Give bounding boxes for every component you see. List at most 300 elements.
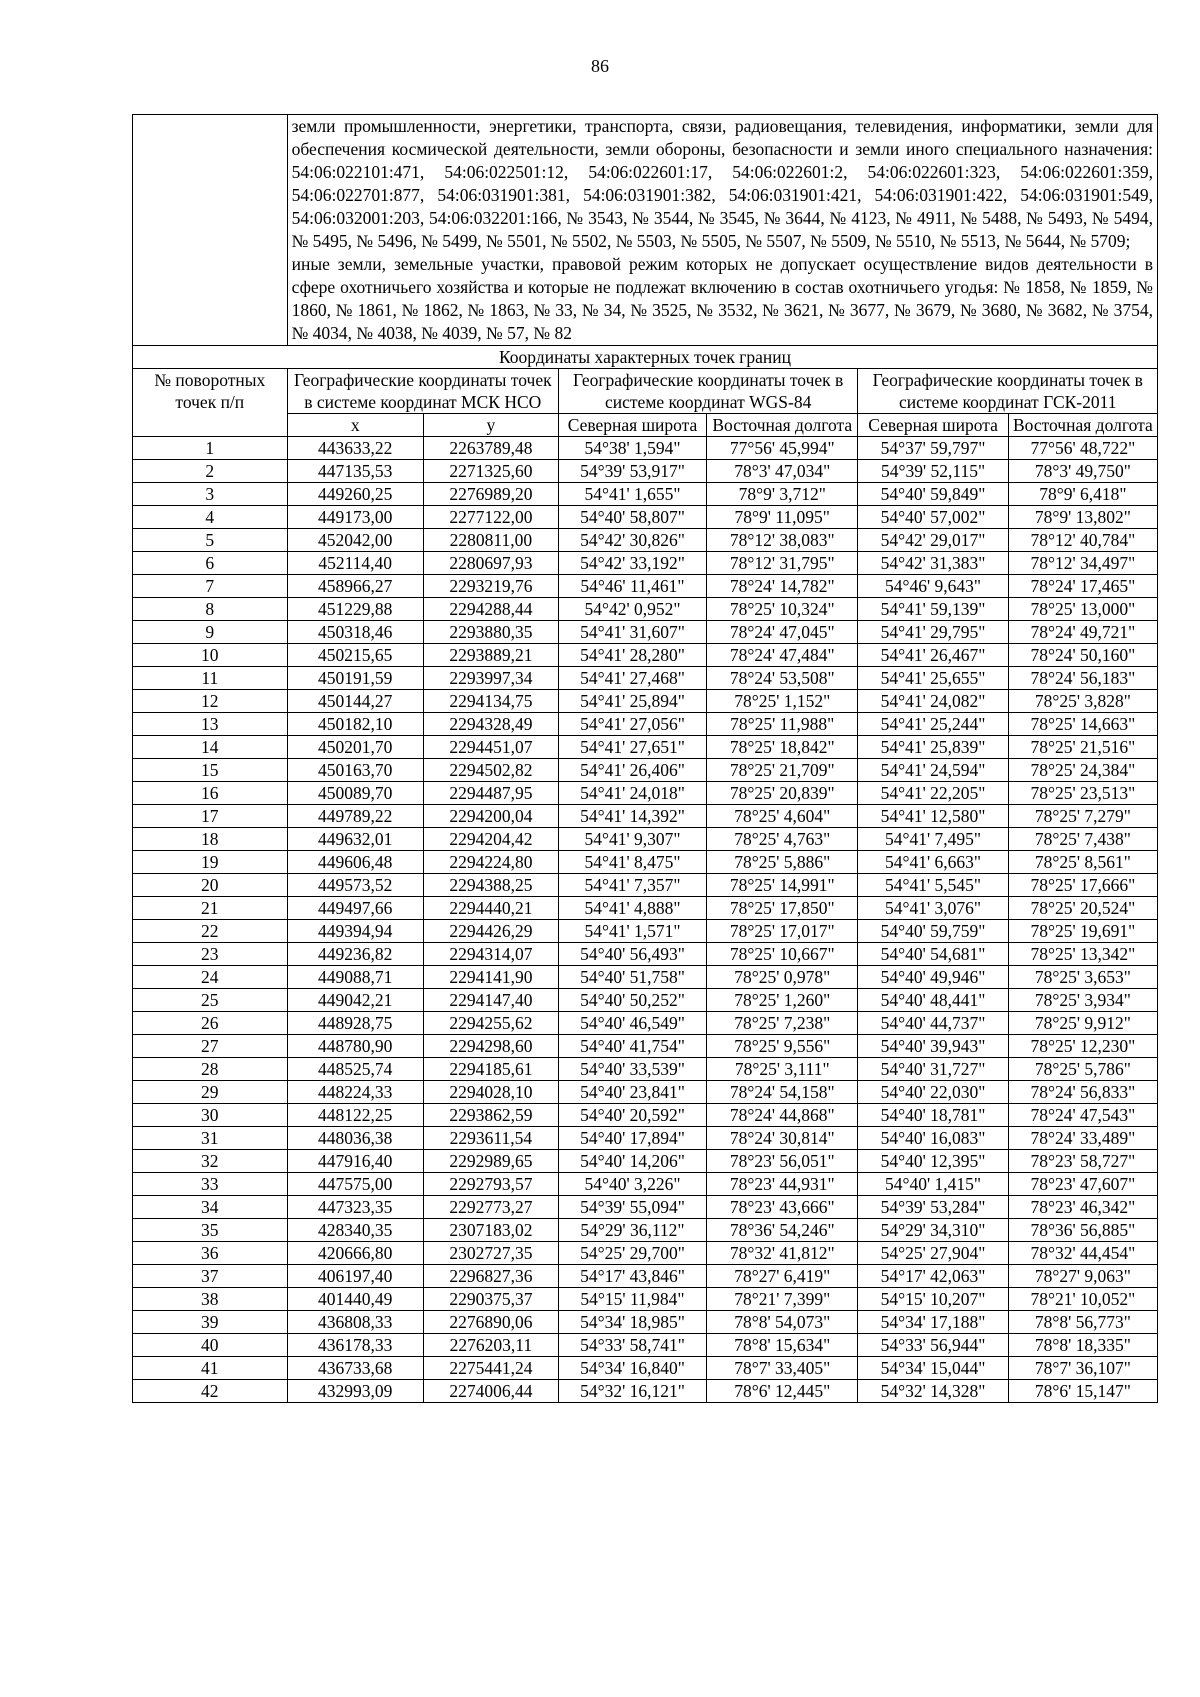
cell-msk-x: 450318,46 [287,621,423,644]
cell-point-number: 12 [133,690,288,713]
cell-point-number: 39 [133,1311,288,1334]
cell-msk-y: 2293889,21 [423,644,558,667]
cell-wgs-lon: 78°6' 12,445" [707,1380,858,1403]
cell-wgs-lon: 78°25' 14,991" [707,874,858,897]
cell-point-number: 4 [133,506,288,529]
cell-msk-y: 2277122,00 [423,506,558,529]
table-title: Координаты характерных точек границ [133,346,1158,369]
cell-gsk-lat: 54°41' 24,594" [858,759,1008,782]
table-row [133,1288,1158,1311]
cell-msk-y: 2294451,07 [423,736,558,759]
cell-wgs-lat: 54°41' 27,468" [558,667,706,690]
cell-wgs-lon: 78°25' 9,556" [707,1035,858,1058]
cell-point-number: 18 [133,828,288,851]
cell-msk-x: 450201,70 [287,736,423,759]
cell-wgs-lon: 78°25' 7,238" [707,1012,858,1035]
table-row [133,1196,1158,1219]
cell-wgs-lat: 54°40' 50,252" [558,989,706,1012]
cell-wgs-lat: 54°40' 33,539" [558,1058,706,1081]
cell-wgs-lat: 54°41' 8,475" [558,851,706,874]
cell-gsk-lat: 54°32' 14,328" [858,1380,1008,1403]
cell-wgs-lon: 78°9' 3,712" [707,483,858,506]
cell-gsk-lat: 54°39' 52,115" [858,460,1008,483]
cell-gsk-lon: 78°25' 7,279" [1008,805,1157,828]
table-row [133,1173,1158,1196]
header-group-wgs: Географические координаты точек в системе координат WGS-84 [558,369,857,414]
cell-msk-y: 2294141,90 [423,966,558,989]
cell-wgs-lon: 78°25' 1,260" [707,989,858,1012]
cell-msk-y: 2293219,76 [423,575,558,598]
cell-wgs-lat: 54°42' 0,952" [558,598,706,621]
cell-gsk-lon: 78°3' 49,750" [1008,460,1157,483]
cell-wgs-lon: 78°25' 4,763" [707,828,858,851]
cell-msk-x: 450163,70 [287,759,423,782]
cell-gsk-lat: 54°40' 18,781" [858,1104,1008,1127]
cell-wgs-lon: 78°3' 47,034" [707,460,858,483]
cell-wgs-lat: 54°25' 29,700" [558,1242,706,1265]
cell-msk-x: 443633,22 [287,437,423,460]
cell-gsk-lon: 78°25' 3,828" [1008,690,1157,713]
cell-msk-x: 450089,70 [287,782,423,805]
cell-wgs-lon: 78°8' 15,634" [707,1334,858,1357]
cell-wgs-lat: 54°40' 3,226" [558,1173,706,1196]
cell-gsk-lat: 54°40' 59,759" [858,920,1008,943]
cell-gsk-lat: 54°41' 25,839" [858,736,1008,759]
cell-msk-x: 450191,59 [287,667,423,690]
cell-gsk-lon: 78°24' 56,183" [1008,667,1157,690]
cell-msk-x: 458966,27 [287,575,423,598]
cell-wgs-lat: 54°42' 33,192" [558,552,706,575]
cell-gsk-lon: 78°25' 12,230" [1008,1035,1157,1058]
table-row [133,1058,1158,1081]
cell-gsk-lat: 54°40' 1,415" [858,1173,1008,1196]
cell-gsk-lat: 54°42' 29,017" [858,529,1008,552]
cell-msk-y: 2294255,62 [423,1012,558,1035]
cell-msk-y: 2263789,48 [423,437,558,460]
cell-gsk-lat: 54°41' 26,467" [858,644,1008,667]
cell-msk-y: 2274006,44 [423,1380,558,1403]
cell-point-number: 1 [133,437,288,460]
cell-gsk-lat: 54°41' 29,795" [858,621,1008,644]
cell-gsk-lat: 54°34' 17,188" [858,1311,1008,1334]
cell-wgs-lon: 78°12' 38,083" [707,529,858,552]
header-sub-wgs-lat: Северная широта [558,414,706,437]
cell-msk-y: 2280811,00 [423,529,558,552]
cell-point-number: 16 [133,782,288,805]
cell-wgs-lon: 78°25' 5,886" [707,851,858,874]
cell-msk-y: 2294298,60 [423,1035,558,1058]
cell-point-number: 13 [133,713,288,736]
cell-point-number: 25 [133,989,288,1012]
cell-gsk-lon: 78°12' 34,497" [1008,552,1157,575]
cell-wgs-lat: 54°34' 18,985" [558,1311,706,1334]
cell-wgs-lon: 77°56' 45,994" [707,437,858,460]
table-row [133,1219,1158,1242]
header-sub-y: y [423,414,558,437]
cell-point-number: 30 [133,1104,288,1127]
cell-msk-y: 2294314,07 [423,943,558,966]
cell-msk-x: 447323,35 [287,1196,423,1219]
cell-point-number: 20 [133,874,288,897]
table-row [133,1242,1158,1265]
cell-msk-x: 432993,09 [287,1380,423,1403]
cell-msk-x: 436178,33 [287,1334,423,1357]
cell-gsk-lat: 54°29' 34,310" [858,1219,1008,1242]
cell-point-number: 33 [133,1173,288,1196]
cell-wgs-lat: 54°34' 16,840" [558,1357,706,1380]
cell-gsk-lat: 54°40' 54,681" [858,943,1008,966]
cell-gsk-lat: 54°40' 31,727" [858,1058,1008,1081]
cell-msk-x: 449173,00 [287,506,423,529]
cell-gsk-lat: 54°40' 22,030" [858,1081,1008,1104]
table-row [133,575,1158,598]
cell-wgs-lat: 54°41' 27,056" [558,713,706,736]
intro-row [133,115,1158,346]
cell-msk-y: 2294204,42 [423,828,558,851]
table-title-row [133,346,1158,369]
cell-wgs-lat: 54°41' 7,357" [558,874,706,897]
cell-msk-x: 401440,49 [287,1288,423,1311]
cell-wgs-lat: 54°41' 4,888" [558,897,706,920]
cell-point-number: 3 [133,483,288,506]
cell-gsk-lon: 78°24' 47,543" [1008,1104,1157,1127]
cell-msk-x: 448928,75 [287,1012,423,1035]
cell-wgs-lat: 54°40' 23,841" [558,1081,706,1104]
cell-point-number: 42 [133,1380,288,1403]
cell-gsk-lon: 78°27' 9,063" [1008,1265,1157,1288]
cell-gsk-lon: 78°25' 13,342" [1008,943,1157,966]
cell-msk-y: 2292989,65 [423,1150,558,1173]
table-row [133,805,1158,828]
cell-point-number: 38 [133,1288,288,1311]
cell-wgs-lon: 78°23' 44,931" [707,1173,858,1196]
header-sub-wgs-lon: Восточная долгота [707,414,858,437]
cell-gsk-lon: 78°12' 40,784" [1008,529,1157,552]
cell-wgs-lon: 78°25' 17,017" [707,920,858,943]
page-number: 86 [591,56,609,76]
cell-point-number: 40 [133,1334,288,1357]
table-row [133,437,1158,460]
cell-gsk-lon: 78°23' 58,727" [1008,1150,1157,1173]
cell-msk-x: 447575,00 [287,1173,423,1196]
cell-wgs-lon: 78°25' 0,978" [707,966,858,989]
cell-msk-y: 2276989,20 [423,483,558,506]
header-sub-gsk-lat: Северная широта [858,414,1008,437]
cell-point-number: 9 [133,621,288,644]
cell-wgs-lon: 78°25' 17,850" [707,897,858,920]
cell-msk-x: 448224,33 [287,1081,423,1104]
cell-wgs-lon: 78°25' 18,842" [707,736,858,759]
cell-msk-x: 449236,82 [287,943,423,966]
cell-point-number: 10 [133,644,288,667]
cell-point-number: 14 [133,736,288,759]
cell-gsk-lat: 54°40' 49,946" [858,966,1008,989]
cell-gsk-lat: 54°40' 48,441" [858,989,1008,1012]
table-row [133,966,1158,989]
cell-wgs-lat: 54°15' 11,984" [558,1288,706,1311]
cell-point-number: 32 [133,1150,288,1173]
cell-wgs-lon: 78°25' 20,839" [707,782,858,805]
cell-gsk-lon: 78°8' 18,335" [1008,1334,1157,1357]
table-row [133,1380,1158,1403]
cell-wgs-lon: 78°27' 6,419" [707,1265,858,1288]
cell-msk-y: 2294028,10 [423,1081,558,1104]
cell-gsk-lon: 78°24' 17,465" [1008,575,1157,598]
cell-msk-y: 2307183,02 [423,1219,558,1242]
table-row [133,1265,1158,1288]
cell-msk-y: 2294388,25 [423,874,558,897]
cell-wgs-lon: 78°21' 7,399" [707,1288,858,1311]
cell-msk-x: 420666,80 [287,1242,423,1265]
cell-point-number: 27 [133,1035,288,1058]
cell-wgs-lat: 54°42' 30,826" [558,529,706,552]
cell-point-number: 19 [133,851,288,874]
intro-empty-cell [133,115,288,346]
cell-gsk-lon: 78°23' 47,607" [1008,1173,1157,1196]
table-row [133,1334,1158,1357]
cell-gsk-lat: 54°41' 25,655" [858,667,1008,690]
cell-wgs-lon: 78°25' 21,709" [707,759,858,782]
cell-msk-x: 448122,25 [287,1104,423,1127]
cell-wgs-lon: 78°12' 31,795" [707,552,858,575]
cell-msk-x: 449497,66 [287,897,423,920]
cell-msk-x: 450215,65 [287,644,423,667]
cell-msk-y: 2275441,24 [423,1357,558,1380]
table-row [133,1357,1158,1380]
cell-wgs-lat: 54°17' 43,846" [558,1265,706,1288]
cell-gsk-lon: 78°25' 3,934" [1008,989,1157,1012]
cell-gsk-lon: 78°25' 14,663" [1008,713,1157,736]
cell-wgs-lon: 78°23' 56,051" [707,1150,858,1173]
cell-point-number: 2 [133,460,288,483]
cell-point-number: 21 [133,897,288,920]
intro-paragraph-lands: земли промышленности, энергетики, транспорта, связи, радиовещания, телевидения, информатики, земли для обеспечения космической деятельности, земли обороны, безопасности и земли иного специального назначения: 54:06:022101:471, 54:06:022501:12, 54:06:022601:17, 54:06:022601:2, 54:06:022601:323, 54:06:022601:359, 54:06:022701:877, 54:06:031901:381, 54:06:031901:382, 54:06:031901:421, 54:06:031901:422, 54:06:031901:549, 54:06:032001:203, 54:06:032201:166, № 3543, № 3544, № 3545, № 3644, № 4123, № 4911, № 5488, № 5493, № 5494, № 5495, № 5496, № 5499, № 5501, № 5502, № 5503, № 5505, № 5507, № 5509, № 5510, № 5513, № 5644, № 5709; [291,116,1153,251]
cell-wgs-lat: 54°41' 25,894" [558,690,706,713]
cell-gsk-lon: 78°25' 20,524" [1008,897,1157,920]
cell-msk-x: 449088,71 [287,966,423,989]
cell-wgs-lon: 78°23' 43,666" [707,1196,858,1219]
cell-msk-x: 406197,40 [287,1265,423,1288]
cell-gsk-lat: 54°40' 12,395" [858,1150,1008,1173]
table-row [133,1012,1158,1035]
cell-gsk-lat: 54°25' 27,904" [858,1242,1008,1265]
cell-wgs-lon: 78°8' 54,073" [707,1311,858,1334]
table-row [133,874,1158,897]
cell-point-number: 29 [133,1081,288,1104]
cell-point-number: 8 [133,598,288,621]
cell-gsk-lon: 78°23' 46,342" [1008,1196,1157,1219]
cell-gsk-lat: 54°41' 59,139" [858,598,1008,621]
cell-gsk-lat: 54°39' 53,284" [858,1196,1008,1219]
cell-gsk-lat: 54°40' 39,943" [858,1035,1008,1058]
cell-msk-y: 2294224,80 [423,851,558,874]
cell-msk-y: 2302727,35 [423,1242,558,1265]
table-row [133,736,1158,759]
cell-msk-x: 448036,38 [287,1127,423,1150]
table-row [133,690,1158,713]
cell-gsk-lon: 78°25' 17,666" [1008,874,1157,897]
cell-msk-y: 2294134,75 [423,690,558,713]
cell-wgs-lat: 54°41' 27,651" [558,736,706,759]
cell-gsk-lat: 54°41' 24,082" [858,690,1008,713]
table-row [133,644,1158,667]
cell-gsk-lat: 54°15' 10,207" [858,1288,1008,1311]
cell-gsk-lon: 78°25' 7,438" [1008,828,1157,851]
cell-gsk-lat: 54°41' 22,205" [858,782,1008,805]
header-row-sub [133,414,1158,437]
intro-text-cell [287,115,1157,346]
cell-msk-x: 428340,35 [287,1219,423,1242]
cell-point-number: 41 [133,1357,288,1380]
cell-gsk-lat: 54°41' 12,580" [858,805,1008,828]
cell-msk-x: 448525,74 [287,1058,423,1081]
cell-wgs-lat: 54°46' 11,461" [558,575,706,598]
cell-msk-y: 2276890,06 [423,1311,558,1334]
cell-gsk-lat: 54°41' 3,076" [858,897,1008,920]
cell-gsk-lat: 54°40' 59,849" [858,483,1008,506]
cell-wgs-lat: 54°40' 46,549" [558,1012,706,1035]
table-row [133,483,1158,506]
cell-gsk-lon: 78°25' 23,513" [1008,782,1157,805]
cell-point-number: 28 [133,1058,288,1081]
cell-msk-y: 2294200,04 [423,805,558,828]
cell-point-number: 17 [133,805,288,828]
cell-msk-y: 2293880,35 [423,621,558,644]
cell-point-number: 34 [133,1196,288,1219]
header-group-gsk: Географические координаты точек в системе координат ГСК-2011 [858,369,1158,414]
table-row [133,851,1158,874]
cell-gsk-lon: 78°7' 36,107" [1008,1357,1157,1380]
cell-msk-y: 2294288,44 [423,598,558,621]
cell-gsk-lat: 54°41' 25,244" [858,713,1008,736]
cell-wgs-lon: 78°32' 41,812" [707,1242,858,1265]
cell-gsk-lat: 54°34' 15,044" [858,1357,1008,1380]
cell-gsk-lat: 54°41' 5,545" [858,874,1008,897]
table-row [133,1035,1158,1058]
cell-wgs-lat: 54°40' 17,894" [558,1127,706,1150]
cell-gsk-lat: 54°40' 16,083" [858,1127,1008,1150]
header-point-number: № поворотных точек п/п [133,369,288,437]
coordinates-document-table [132,114,1158,1403]
cell-msk-x: 436733,68 [287,1357,423,1380]
cell-gsk-lat: 54°40' 57,002" [858,506,1008,529]
cell-msk-y: 2293611,54 [423,1127,558,1150]
table-row [133,598,1158,621]
cell-gsk-lon: 78°9' 6,418" [1008,483,1157,506]
cell-gsk-lon: 78°25' 24,384" [1008,759,1157,782]
cell-gsk-lat: 54°17' 42,063" [858,1265,1008,1288]
cell-wgs-lat: 54°33' 58,741" [558,1334,706,1357]
cell-gsk-lon: 78°25' 5,786" [1008,1058,1157,1081]
table-row [133,828,1158,851]
cell-wgs-lat: 54°40' 20,592" [558,1104,706,1127]
cell-gsk-lon: 78°6' 15,147" [1008,1380,1157,1403]
cell-gsk-lon: 78°25' 13,000" [1008,598,1157,621]
cell-gsk-lat: 54°40' 44,737" [858,1012,1008,1035]
table-row [133,460,1158,483]
coordinates-rows [133,437,1158,1403]
cell-gsk-lon: 78°36' 56,885" [1008,1219,1157,1242]
cell-gsk-lon: 78°24' 50,160" [1008,644,1157,667]
cell-gsk-lon: 78°25' 9,912" [1008,1012,1157,1035]
cell-point-number: 11 [133,667,288,690]
cell-point-number: 6 [133,552,288,575]
cell-wgs-lat: 54°41' 31,607" [558,621,706,644]
cell-msk-x: 449789,22 [287,805,423,828]
header-sub-gsk-lon: Восточная долгота [1008,414,1157,437]
cell-msk-x: 449260,25 [287,483,423,506]
cell-gsk-lat: 54°33' 56,944" [858,1334,1008,1357]
cell-wgs-lat: 54°40' 58,807" [558,506,706,529]
cell-wgs-lon: 78°24' 30,814" [707,1127,858,1150]
table-row [133,1081,1158,1104]
cell-msk-y: 2294185,61 [423,1058,558,1081]
table-row [133,782,1158,805]
cell-wgs-lat: 54°40' 51,758" [558,966,706,989]
cell-msk-y: 2292773,27 [423,1196,558,1219]
cell-msk-x: 449632,01 [287,828,423,851]
cell-point-number: 15 [133,759,288,782]
cell-gsk-lon: 78°8' 56,773" [1008,1311,1157,1334]
cell-wgs-lat: 54°32' 16,121" [558,1380,706,1403]
table-row [133,506,1158,529]
cell-gsk-lon: 78°32' 44,454" [1008,1242,1157,1265]
cell-wgs-lon: 78°25' 3,111" [707,1058,858,1081]
cell-wgs-lat: 54°41' 24,018" [558,782,706,805]
cell-gsk-lat: 54°41' 6,663" [858,851,1008,874]
cell-msk-x: 452042,00 [287,529,423,552]
header-group-msk: Географические координаты точек в системе координат МСК НСО [287,369,558,414]
table-row [133,1311,1158,1334]
cell-wgs-lon: 78°24' 47,484" [707,644,858,667]
cell-gsk-lat: 54°46' 9,643" [858,575,1008,598]
cell-point-number: 26 [133,1012,288,1035]
cell-wgs-lon: 78°24' 44,868" [707,1104,858,1127]
cell-msk-x: 449042,21 [287,989,423,1012]
cell-wgs-lat: 54°41' 9,307" [558,828,706,851]
table-row [133,897,1158,920]
table-row [133,621,1158,644]
cell-msk-y: 2293862,59 [423,1104,558,1127]
cell-msk-x: 451229,88 [287,598,423,621]
cell-msk-x: 449606,48 [287,851,423,874]
cell-point-number: 7 [133,575,288,598]
table-row [133,667,1158,690]
table-row [133,920,1158,943]
table-row [133,713,1158,736]
table-row [133,943,1158,966]
cell-msk-y: 2276203,11 [423,1334,558,1357]
cell-point-number: 35 [133,1219,288,1242]
cell-gsk-lon: 78°25' 21,516" [1008,736,1157,759]
cell-wgs-lat: 54°38' 1,594" [558,437,706,460]
cell-gsk-lon: 78°9' 13,802" [1008,506,1157,529]
cell-point-number: 23 [133,943,288,966]
table-row [133,552,1158,575]
cell-msk-y: 2294426,29 [423,920,558,943]
cell-wgs-lat: 54°41' 1,571" [558,920,706,943]
table-row [133,1150,1158,1173]
cell-gsk-lon: 78°21' 10,052" [1008,1288,1157,1311]
cell-wgs-lon: 78°24' 53,508" [707,667,858,690]
header-sub-x: x [287,414,423,437]
cell-wgs-lat: 54°41' 26,406" [558,759,706,782]
cell-msk-y: 2280697,93 [423,552,558,575]
cell-msk-y: 2292793,57 [423,1173,558,1196]
cell-msk-y: 2296827,36 [423,1265,558,1288]
cell-msk-x: 447916,40 [287,1150,423,1173]
cell-msk-y: 2294502,82 [423,759,558,782]
